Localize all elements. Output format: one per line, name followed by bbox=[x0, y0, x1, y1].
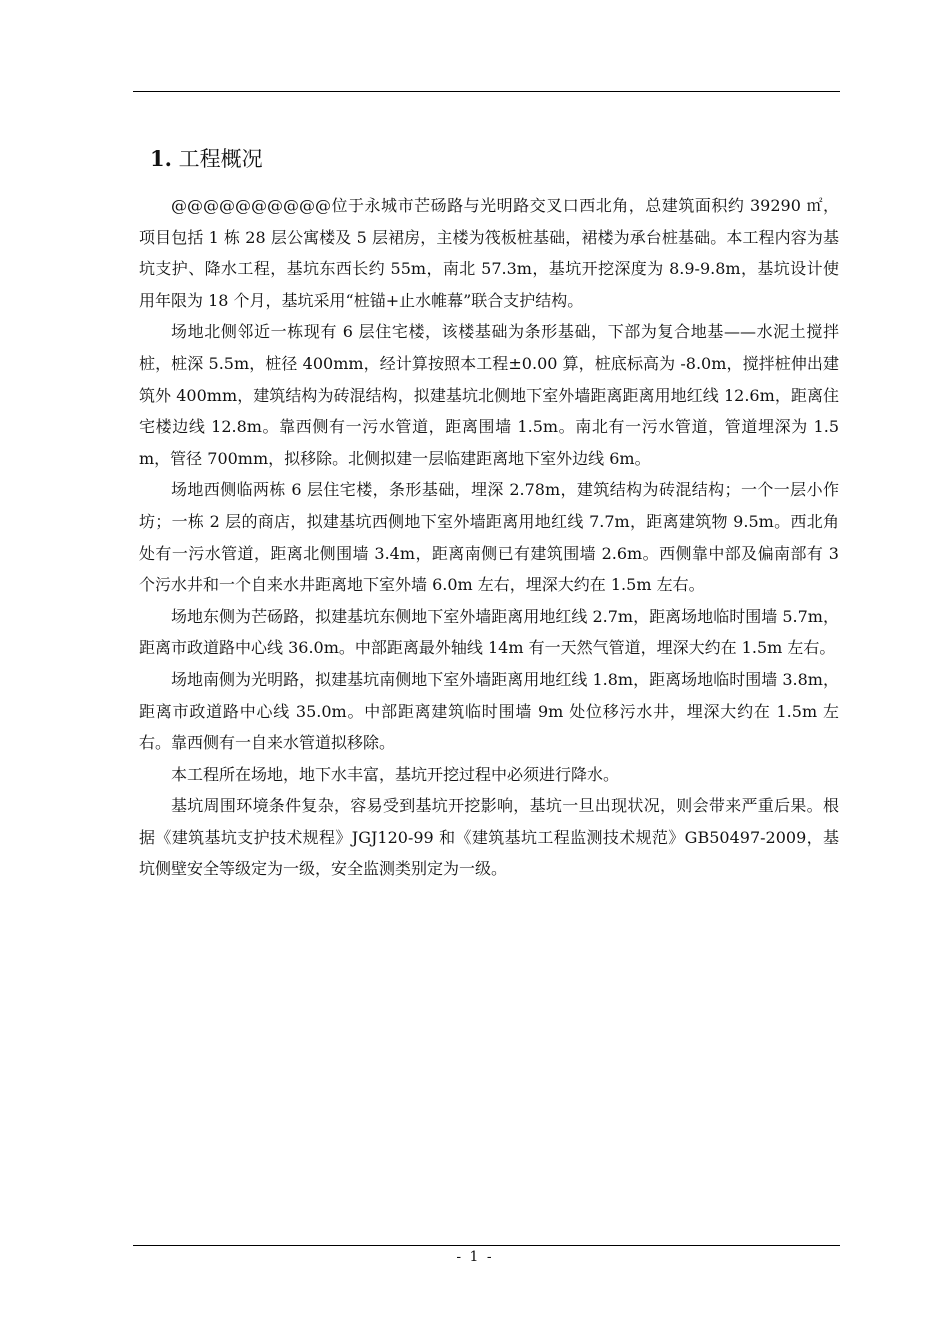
footer-rule bbox=[133, 1245, 840, 1246]
header-rule bbox=[133, 91, 840, 92]
paragraph-safety-grade: 基坑周围环境条件复杂，容易受到基坑开挖影响，基坑一旦出现状况，则会带来严重后果。根据《建筑基坑支护技术规程》JGJ120-99 和《建筑基坑工程监测技术规范》GB50497-2009，基坑侧壁安全等级定为一级，安全监测类别定为一级。 bbox=[139, 796, 839, 879]
section-title: 工程概况 bbox=[178, 147, 263, 171]
paragraph-project-summary: @@@@@@@@@@位于永城市芒砀路与光明路交叉口西北角，总建筑面积约 39290 ㎡，项目包括 1 栋 28 层公寓楼及 5 层裙房，主楼为筏板桩基础，裙楼为承台桩基础。本工程内容为基坑支护、降水工程，基坑东西长约 55m，南北 57.3m，基坑开挖深度为 8.9-9.8m，基坑设计使用年限为 18 个月，基坑采用“桩锚+止水帷幕”联合支护结构。 bbox=[139, 196, 839, 310]
section-heading bbox=[150, 144, 263, 174]
paragraph-east-side: 场地东侧为芒砀路，拟建基坑东侧地下室外墙距离用地红线 2.7m，距离场地临时围墙 5.7m，距离市政道路中心线 36.0m。中部距离最外轴线 14m 有一天然气管道，埋深大约在 1.5m 左右。 bbox=[139, 606, 839, 658]
section-number: 1. bbox=[150, 146, 172, 171]
paragraph-groundwater: 本工程所在场地，地下水丰富，基坑开挖过程中必须进行降水。 bbox=[171, 764, 620, 784]
document-body bbox=[139, 190, 839, 885]
page-number: - 1 - bbox=[456, 1249, 494, 1265]
paragraph-west-side: 场地西侧临两栋 6 层住宅楼，条形基础，埋深 2.78m，建筑结构为砖混结构；一个一层小作坊；一栋 2 层的商店，拟建基坑西侧地下室外墙距离用地红线 7.7m，距离建筑物 9.5m。西北角处有一污水管道，距离北侧围墙 3.4m，距离南侧已有建筑围墙 2.6m。西侧靠中部及偏南部有 3 个污水井和一个自来水井距离地下室外墙 6.0m 左右，埋深大约在 1.5m 左右。 bbox=[139, 480, 839, 595]
paragraph-south-side: 场地南侧为光明路，拟建基坑南侧地下室外墙距离用地红线 1.8m，距离场地临时围墙 3.8m，距离市政道路中心线 35.0m。中部距离建筑临时围墙 9m 处位移污水井，埋深大约在 1.5m 左右。靠西侧有一自来水管道拟移除。 bbox=[139, 669, 839, 753]
paragraph-north-side: 场地北侧邻近一栋现有 6 层住宅楼，该楼基础为条形基础，下部为复合地基——水泥土搅拌桩，桩深 5.5m，桩径 400mm，经计算按照本工程±0.00 算，桩底标高为 -8.0m，搅拌桩伸出建筑外 400mm，建筑结构为砖混结构，拟建基坑北侧地下室外墙距离距离用地红线 12.6m，距离住宅楼边线 12.8m。靠西侧有一污水管道，距离围墙 1.5m。南北有一污水管道，管道埋深为 1.5m，管径 700mm，拟移除。北侧拟建一层临建距离地下室外边线 6m。 bbox=[139, 322, 839, 468]
